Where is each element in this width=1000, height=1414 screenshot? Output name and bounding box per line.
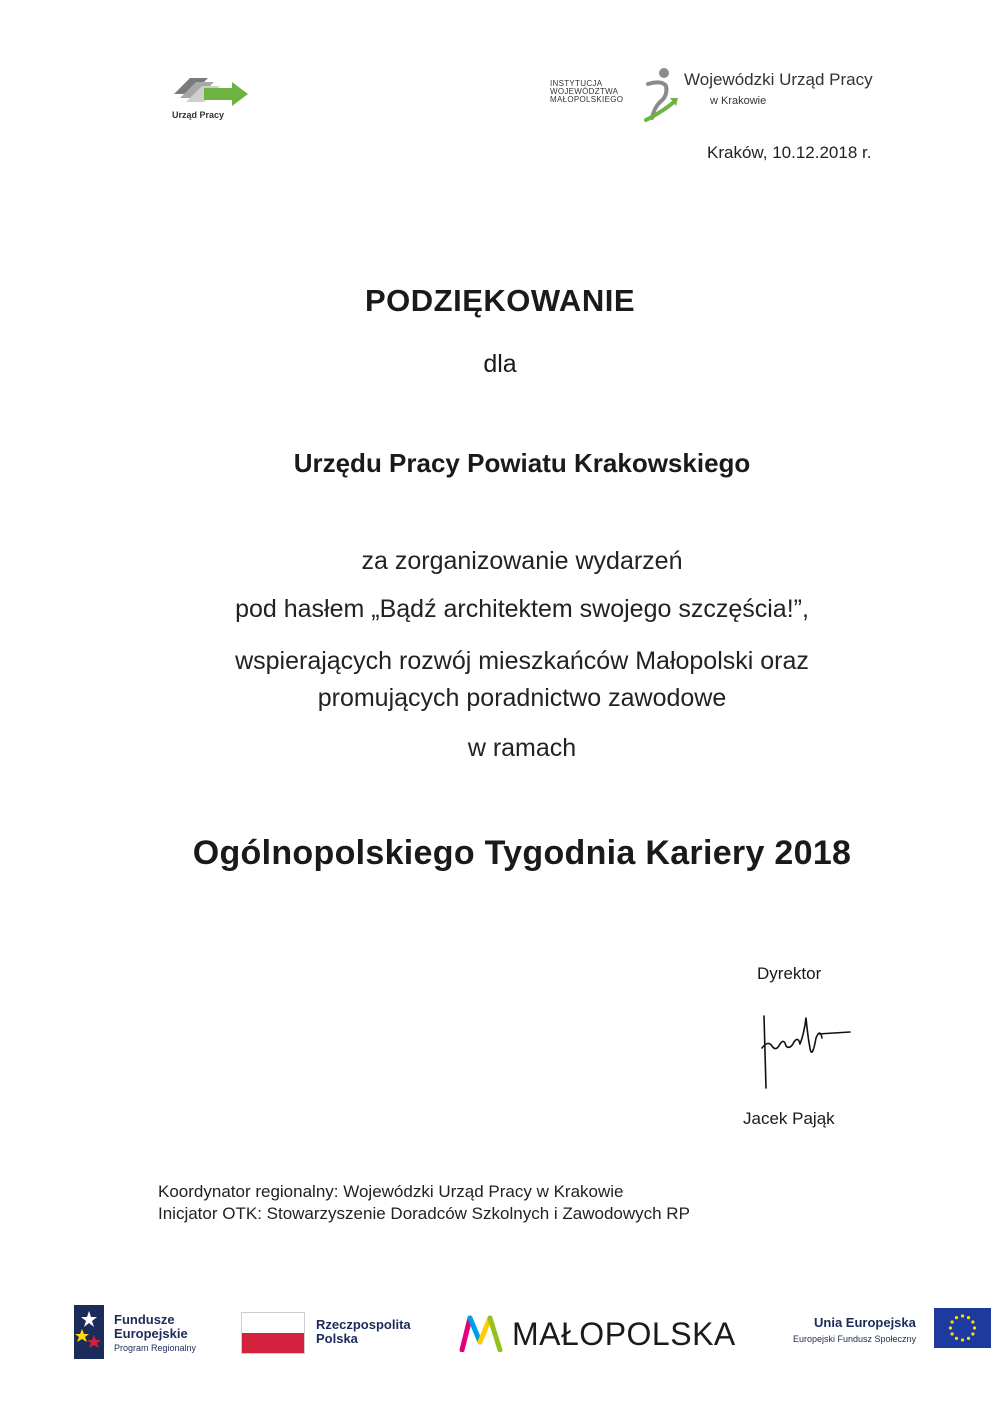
rp-text <box>316 1318 411 1346</box>
reason-line: wspierających rozwój mieszkańców Małopolski oraz <box>235 647 809 675</box>
wup-subtitle: w Krakowie <box>710 95 767 107</box>
eu-star <box>951 1320 954 1323</box>
funds-line-1: Fundusze <box>114 1312 175 1327</box>
malopolska-logo <box>458 1310 758 1356</box>
handwritten-signature <box>758 1008 858 1093</box>
fundusze-europejskie-logo <box>74 1305 224 1359</box>
institution-line-3: MAŁOPOLSKIEGO <box>550 95 624 104</box>
arrow-folders-icon <box>168 70 258 110</box>
eu-star <box>971 1320 974 1323</box>
rp-line-1: Rzeczpospolita <box>316 1317 411 1332</box>
funds-subtitle: Program Regionalny <box>114 1343 197 1353</box>
rp-line-2: Polska <box>316 1331 358 1346</box>
eu-title: Unia Europejska <box>814 1315 916 1330</box>
polish-flag-icon <box>241 1312 305 1354</box>
funds-line-2: Europejskie <box>114 1326 188 1341</box>
coordinator-note: Koordynator regionalny: Wojewódzki Urząd Pracy w Krakowie <box>158 1182 624 1201</box>
wup-title: Wojewódzki Urząd Pracy <box>684 70 873 89</box>
eu-star <box>973 1326 976 1329</box>
eu-star <box>951 1332 954 1335</box>
for-label: dla <box>483 350 517 378</box>
wup-logo <box>550 66 910 126</box>
rzeczpospolita-polska-logo <box>241 1312 431 1356</box>
recipient-name: Urzędu Pracy Powiatu Krakowskiego <box>293 448 751 478</box>
letter-date: Kraków, 10.12.2018 r. <box>707 143 872 162</box>
institution-line-2: WOJEWÓDZTWA <box>550 87 619 96</box>
eu-star <box>971 1332 974 1335</box>
institution-label <box>550 80 623 104</box>
reason-line: pod hasłem „Bądź architektem swojego szczęścia!”, <box>235 595 809 623</box>
eu-stars-icon <box>934 1308 991 1348</box>
letter-title: PODZIĘKOWANIE <box>364 283 635 318</box>
event-name: Ogólnopolskiego Tygodnia Kariery 2018 <box>192 834 852 872</box>
jumping-figure-icon <box>642 66 680 124</box>
region-name: MAŁOPOLSKA <box>512 1316 736 1352</box>
signatory-name: Jacek Pająk <box>743 1109 835 1128</box>
eu-star <box>961 1314 964 1317</box>
eu-flag-icon <box>934 1308 991 1348</box>
unia-europejska-logo <box>790 1308 995 1354</box>
institution-line-1: INSTYTUCJA <box>550 79 603 88</box>
urzad-pracy-caption: Urząd Pracy <box>172 110 225 120</box>
eu-star <box>967 1337 970 1340</box>
eu-subtitle: Europejski Fundusz Społeczny <box>793 1334 917 1344</box>
eu-star <box>967 1316 970 1319</box>
eu-star <box>949 1326 952 1329</box>
stars-icon <box>74 1305 106 1359</box>
funds-title <box>114 1313 188 1341</box>
reason-line: w ramach <box>467 734 577 762</box>
reason-line: za zorganizowanie wydarzeń <box>361 547 683 575</box>
eu-star <box>955 1337 958 1340</box>
malopolska-m-icon <box>458 1312 506 1352</box>
signatory-role: Dyrektor <box>757 964 822 983</box>
eu-star <box>961 1338 964 1341</box>
initiator-note: Inicjator OTK: Stowarzyszenie Doradców Szkolnych i Zawodowych RP <box>158 1204 690 1223</box>
eu-star <box>955 1316 958 1319</box>
reason-line: promujących poradnictwo zawodowe <box>317 684 727 712</box>
urzad-pracy-logo <box>168 70 258 122</box>
